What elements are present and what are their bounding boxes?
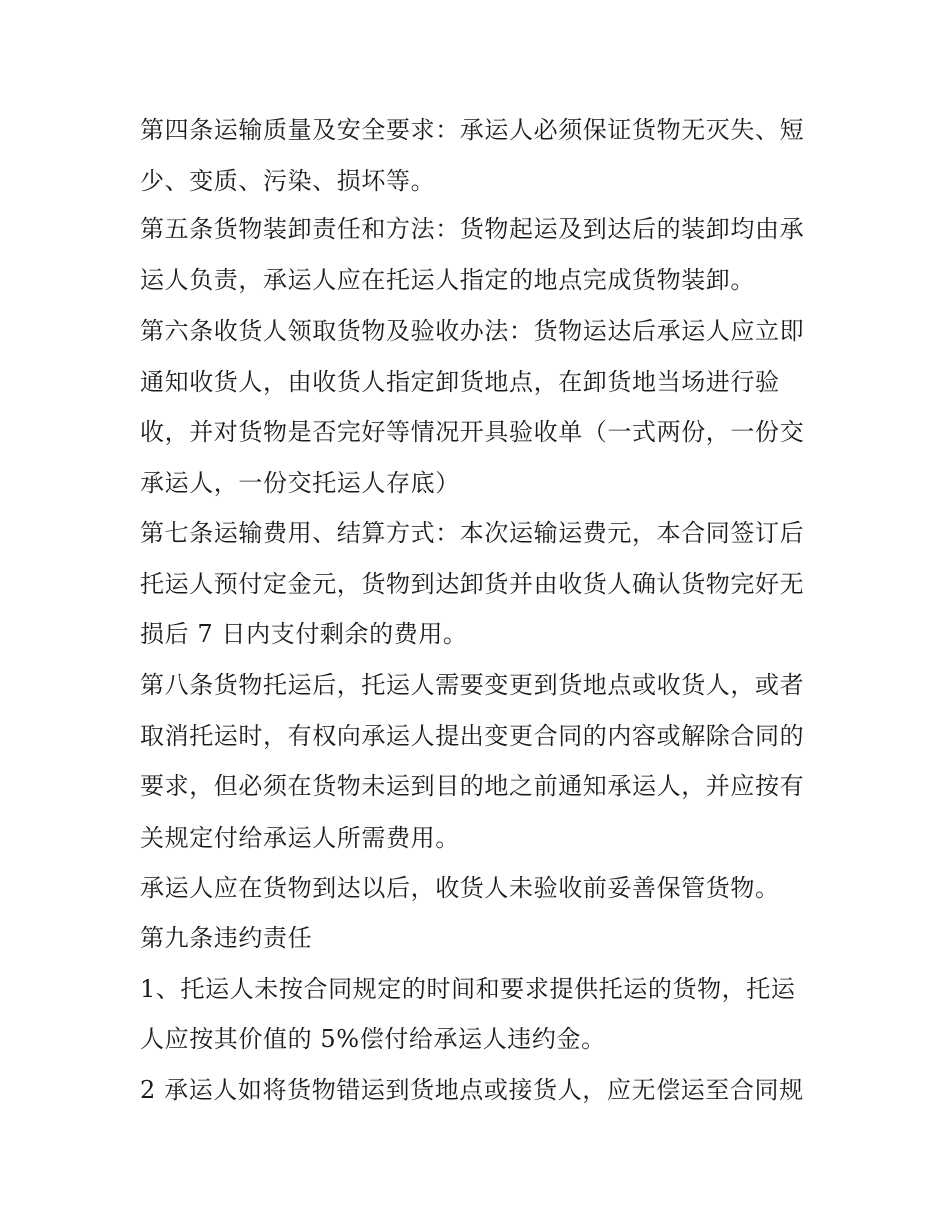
text-line: 第七条运输费用、结算方式：本次运输运费元，本合同签订后 [140, 519, 805, 547]
text-line: 第八条货物托运后，托运人需要变更到货地点或收货人，或者 [140, 671, 805, 699]
text-line: 运人负责，承运人应在托运人指定的地点完成货物装卸。 [140, 266, 755, 294]
text-line: 取消托运时，有权向承运人提出变更合同的内容或解除合同的 [140, 722, 805, 750]
text-line: 要求，但必须在货物未运到目的地之前通知承运人，并应按有 [140, 772, 805, 800]
text-line: 承运人应在货物到达以后，收货人未验收前妥善保管货物。 [140, 874, 780, 902]
text-line: 第六条收货人领取货物及验收办法：货物运达后承运人应立即 [140, 317, 805, 345]
text-line: 损后 7 日内支付剩余的费用。 [140, 620, 468, 648]
text-line: 第九条违约责任 [140, 924, 313, 952]
text-line: 人应按其价值的 5%偿付给承运人违约金。 [140, 1025, 606, 1053]
text-line: 收，并对货物是否完好等情况开具验收单（一式两份，一份交 [140, 418, 805, 446]
text-line: 第五条货物装卸责任和方法：货物起运及到达后的装卸均由承 [140, 215, 805, 243]
text-line: 托运人预付定金元，货物到达卸货并由收货人确认货物完好无 [140, 570, 805, 598]
text-line: 承运人，一份交托运人存底） [140, 469, 460, 497]
text-line: 关规定付给承运人所需费用。 [140, 824, 460, 852]
text-line: 少、变质、污染、损坏等。 [140, 167, 436, 195]
text-line: 2 承运人如将货物错运到货地点或接货人，应无偿运至合同规 [140, 1076, 804, 1104]
text-line: 1、托运人未按合同规定的时间和要求提供托运的货物，托运 [140, 975, 796, 1003]
text-line: 第四条运输质量及安全要求：承运人必须保证货物无灭失、短 [140, 116, 805, 144]
text-line: 通知收货人，由收货人指定卸货地点，在卸货地当场进行验 [140, 368, 780, 396]
